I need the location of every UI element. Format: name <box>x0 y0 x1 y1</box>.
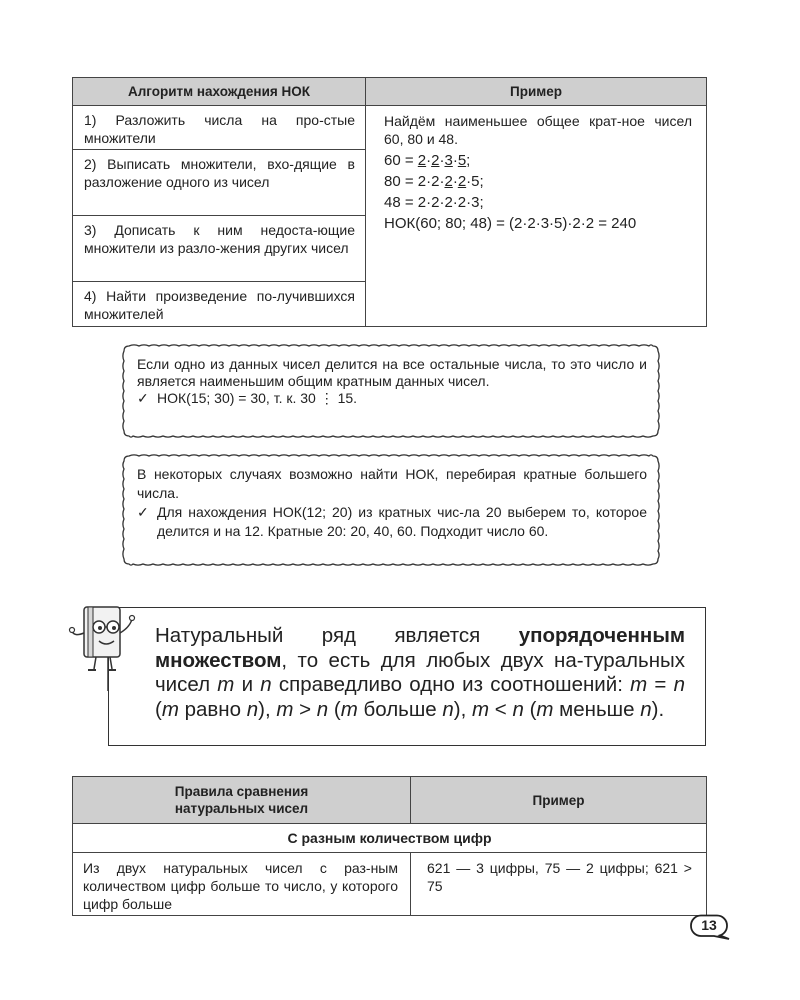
lcm-result: НОК(60; 80; 48) = (2·2·3·5)·2·2 = 240 <box>384 215 637 232</box>
comparison-example: 621 — 3 цифры, 75 — 2 цифры; 621 > 75 <box>427 860 692 894</box>
note-example: Для нахождения НОК(12; 20) из кратных чис-ла 20 выберем то, которое делится и на 12. Кратные 20: 20, 40, 60. Подходит число 60. <box>157 504 647 539</box>
comparison-rules-table <box>72 776 707 916</box>
note-example: НОК(15; 30) = 30, т. к. 30 ⋮ 15. <box>157 390 358 406</box>
lcm-algorithm-table <box>72 77 707 327</box>
factorization-80: 80 = 2·2·2·2·5; <box>384 173 484 190</box>
algorithm-step-2: 2) Выписать множители, вхо-дящие в разложение одного из чисел <box>73 150 366 216</box>
note-box-divisible <box>121 343 661 439</box>
factorization-60: 60 = 2·2·3·5; <box>384 152 471 169</box>
book-mascot-icon <box>68 603 138 691</box>
algorithm-step-1: 1) Разложить числа на про-стые множители <box>73 106 366 150</box>
note-text: В некоторых случаях возможно найти НОК, перебирая кратные большего числа. <box>137 466 647 501</box>
lcm-example <box>366 106 706 234</box>
callout-text: Натуральный ряд является упорядоченным множеством, то есть для любых двух на-туральных чисел m и n справедливо одно из соотношений: m = n (m равно n), m > n (m больше n), m < n (m меньше n). <box>155 624 686 721</box>
factorization-48: 48 = 2·2·2·2·3; <box>384 194 484 211</box>
algorithm-step-3: 3) Дописать к ним недоста-ющие множители из разло-жения других чисел <box>73 216 366 282</box>
note-box-multiples <box>121 453 661 567</box>
page-number-badge <box>690 914 734 940</box>
table-header-algorithm: Алгоритм нахождения НОК <box>73 78 366 106</box>
page-number: 13 <box>701 917 717 933</box>
note-text: Если одно из данных чисел делится на все остальные числа, то это число и является наименьшим общим кратным данных чисел. <box>137 356 647 389</box>
table-header-example: Пример <box>411 777 706 824</box>
comparison-rule: Из двух натуральных чисел с раз-ным количеством цифр больше то число, у которого цифр больше <box>73 853 411 915</box>
algorithm-step-4: 4) Найти произведение по-лучившихся множителей <box>73 282 366 326</box>
table-header-example: Пример <box>366 78 706 106</box>
table-subheader: С разным количеством цифр <box>73 824 706 853</box>
check-icon: ✓ <box>137 390 149 406</box>
check-icon: ✓ <box>137 504 149 520</box>
ordered-set-callout <box>108 607 706 746</box>
example-intro: Найдём наименьшее общее крат-ное чисел 60, 80 и 48. <box>384 113 692 147</box>
table-header-rules: Правила сравнения натуральных чисел <box>73 777 411 824</box>
